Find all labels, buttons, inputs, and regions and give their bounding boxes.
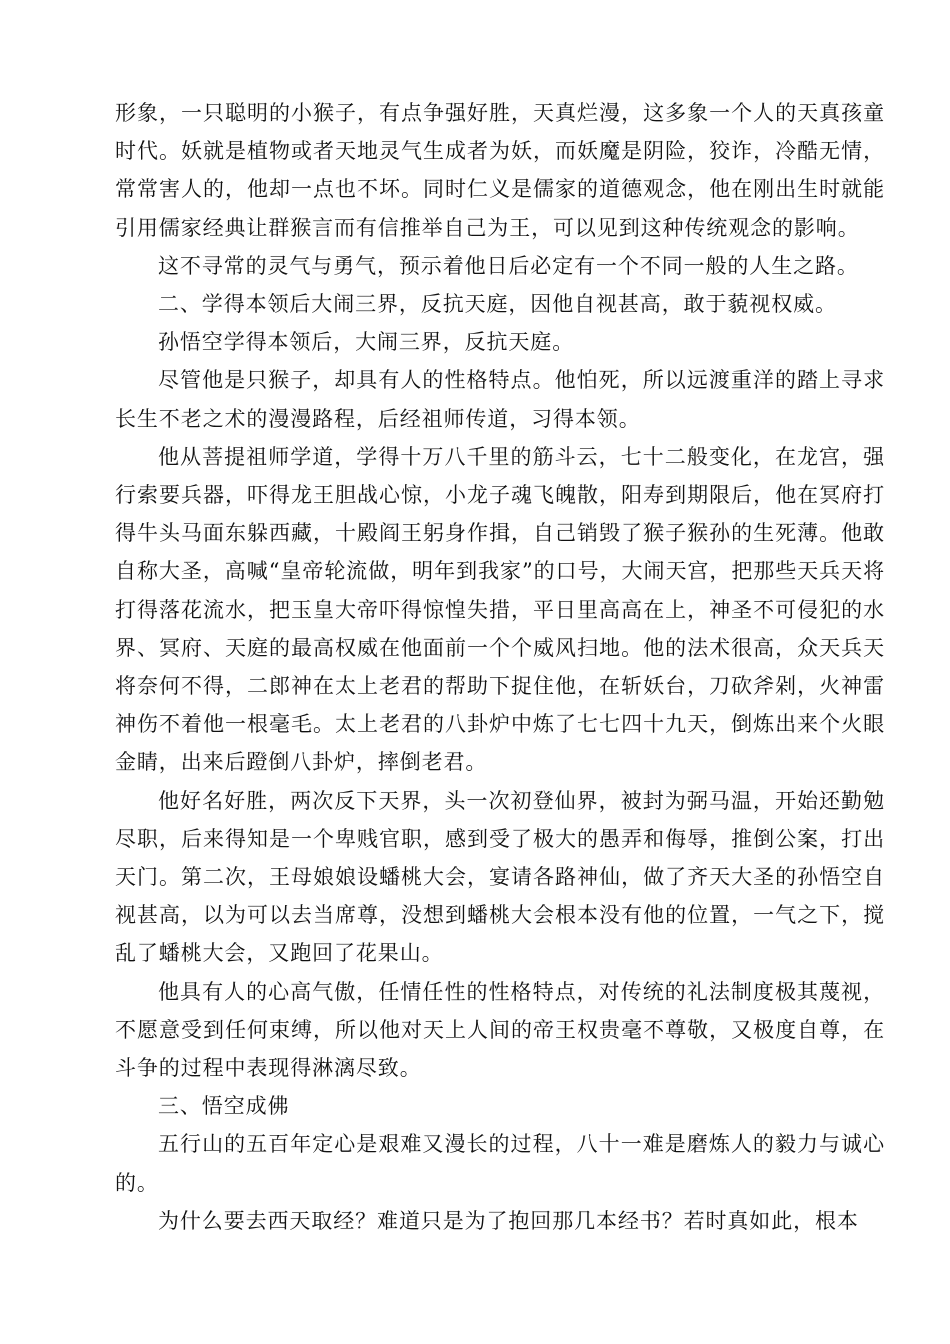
paragraph-2: 这不寻常的灵气与勇气，预示着他日后必定有一个不同一般的人生之路。 [158,253,859,278]
paragraph-10: 五行山的五百年定心是艰难又漫长的过程，八十一难是磨炼人的毅力与诚心的。 [115,1132,885,1195]
paragraph-6: 他从菩提祖师学道，学得十万八千里的筋斗云，七十二般变化，在龙宫，强行索要兵器，吓得龙王胆战心惊，小龙子魂飞魄散，阳寿到期限后，他在冥府打得牛头马面东躲西藏，十殿阎王躬身作揖，自己销毁了猴子猴孙的生死薄。他敢自称大圣，高喊“皇帝轮流做，明年到我家”的口号，大闹天宫，把那些天兵天将打得落花流水，把玉皇大帝吓得惊惶失措，平日里高高在上，神圣不可侵犯的水界、冥府、天庭的最高权威在他面前一个个威风扫地。他的法术很高，众天兵天将奈何不得，二郎神在太上老君的帮助下捉住他，在斩妖台，刀砍斧剁，火神雷神伤不着他一根毫毛。太上老君的八卦炉中炼了七七四十九天，倒炼出来个火眼金睛，出来后蹬倒八卦炉，摔倒老君。 [115,444,885,775]
paragraph-11: 为什么要去西天取经？难道只是为了抱回那几本经书？若时真如此，根本 [158,1208,859,1233]
document-body [115,94,885,1240]
paragraph-4: 孙悟空学得本领后，大闹三界，反抗天庭。 [158,330,575,355]
paragraph-8: 他具有人的心高气傲，任情任性的性格特点，对传统的礼法制度极其蔑视，不愿意受到任何束缚，所以他对天上人间的帝王权贵毫不尊敬，又极度自尊，在斗争的过程中表现得淋漓尽致。 [115,979,885,1081]
section-heading-2: 二、学得本领后大闹三界，反抗天庭，因他自视甚高，敢于藐视权威。 [158,292,837,317]
paragraph-7: 他好名好胜，两次反下天界，头一次初登仙界，被封为弼马温，开始还勤勉尽职，后来得知是一个卑贱官职，感到受了极大的愚弄和侮辱，推倒公案，打出天门。第二次，王母娘娘设蟠桃大会，宴请各路神仙，做了齐天大圣的孙悟空自视甚高，以为可以去当席尊，没想到蟠桃大会根本没有他的位置，一气之下，搅乱了蟠桃大会，又跑回了花果山。 [115,788,885,966]
section-heading-3: 三、悟空成佛 [158,1094,290,1119]
paragraph-1: 形象，一只聪明的小猴子，有点争强好胜，天真烂漫，这多象一个人的天真孩童时代。妖就是植物或者天地灵气生成者为妖，而妖魔是阴险，狡诈，冷酷无情，常常害人的，他却一点也不坏。同时仁义是儒家的道德观念，他在刚出生时就能引用儒家经典让群猴言而有信推举自己为王，可以见到这种传统观念的影响。 [115,101,885,240]
paragraph-5: 尽管他是只猴子，却具有人的性格特点。他怕死，所以远渡重洋的踏上寻求长生不老之术的漫漫路程，后经祖师传道，习得本领。 [115,368,885,431]
